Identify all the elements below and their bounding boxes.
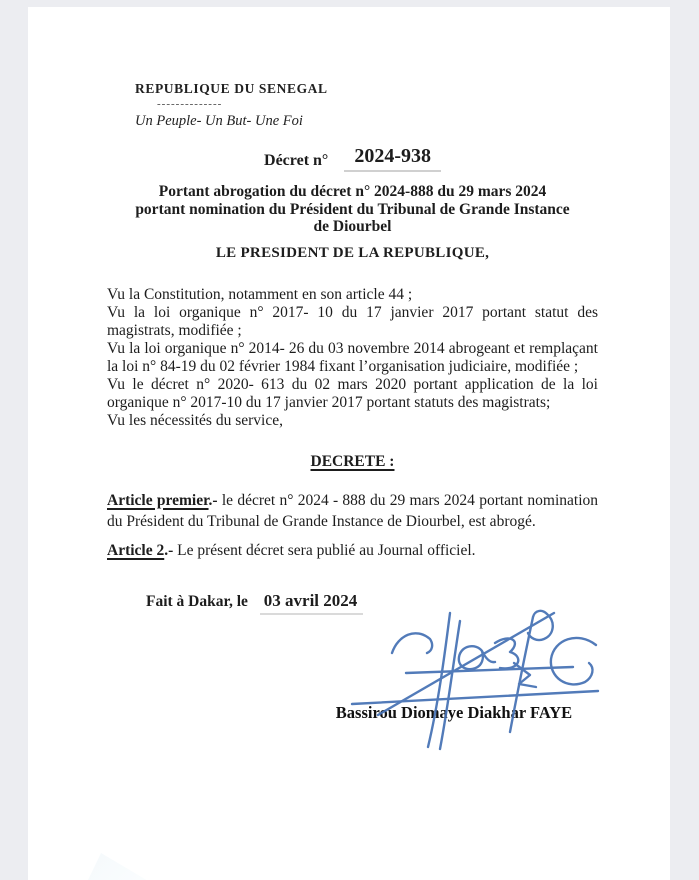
article-premier-separator: .- xyxy=(208,491,218,509)
letterhead xyxy=(135,81,598,130)
handwritten-signature-icon xyxy=(340,605,600,763)
decree-number-line xyxy=(107,145,598,174)
salutation: LE PRESIDENT DE LA REPUBLIQUE, xyxy=(215,244,490,261)
decree-title-line2: portant nomination du Président du Tribunal de Grande Instance xyxy=(135,200,570,218)
place-date-label: Fait à Dakar, le xyxy=(146,592,248,610)
letterhead-separator: -------------- xyxy=(157,98,223,110)
decree-document-page xyxy=(28,7,670,880)
article-2-separator: .- xyxy=(164,541,174,559)
decree-title-line1: Portant abrogation du décret n° 2024-888 du 29 mars 2024 xyxy=(158,183,547,200)
decrete-heading: DECRETE : xyxy=(310,452,395,470)
recital-loi-2014: Vu la loi organique n° 2014- 26 du 03 novembre 2014 abrogeant et remplaçant la loi n° 84-19 du 02 février 1984 fixant l’organisation judiciaire, modifiée ; xyxy=(107,339,598,375)
national-motto: Un Peuple- Un But- Une Foi xyxy=(135,113,303,129)
recital-necessites: Vu les nécessités du service, xyxy=(107,411,283,429)
decree-number: 2024-938 xyxy=(344,145,441,172)
decree-title xyxy=(107,183,598,236)
decree-label: Décret n° xyxy=(264,152,329,169)
place-date-line xyxy=(146,591,598,615)
article-premier xyxy=(107,490,598,532)
article-2-label: Article 2 xyxy=(107,541,165,559)
country-name: REPUBLIQUE DU SENEGAL xyxy=(135,81,328,96)
article-premier-text: le décret n° 2024 - 888 du 29 mars 2024 portant nomination du Président du Tribunal de Grande Instance de Diourbel, est abrogé. xyxy=(107,491,598,530)
signatory-name: Bassirou Diomaye Diakhar FAYE xyxy=(335,703,573,722)
recital-decret-2020: Vu le décret n° 2020- 613 du 02 mars 2020 portant application de la loi organique n° 2017-10 du 17 janvier 2017 portant statuts des magistrats; xyxy=(107,375,598,411)
recital-loi-2017: Vu la loi organique n° 2017- 10 du 17 janvier 2017 portant statut des magistrats, modifiée ; xyxy=(107,303,598,339)
page-bleed-artifact xyxy=(88,835,218,880)
recital-constitution: Vu la Constitution, notamment en son article 44 ; xyxy=(107,285,413,303)
article-premier-label: Article premier xyxy=(107,491,209,509)
recitals xyxy=(107,286,598,430)
article-2-text: Le présent décret sera publié au Journal officiel. xyxy=(173,541,476,559)
decree-title-line3: de Diourbel xyxy=(313,218,392,235)
decree-date: 03 avril 2024 xyxy=(260,591,364,615)
article-2 xyxy=(107,540,598,561)
